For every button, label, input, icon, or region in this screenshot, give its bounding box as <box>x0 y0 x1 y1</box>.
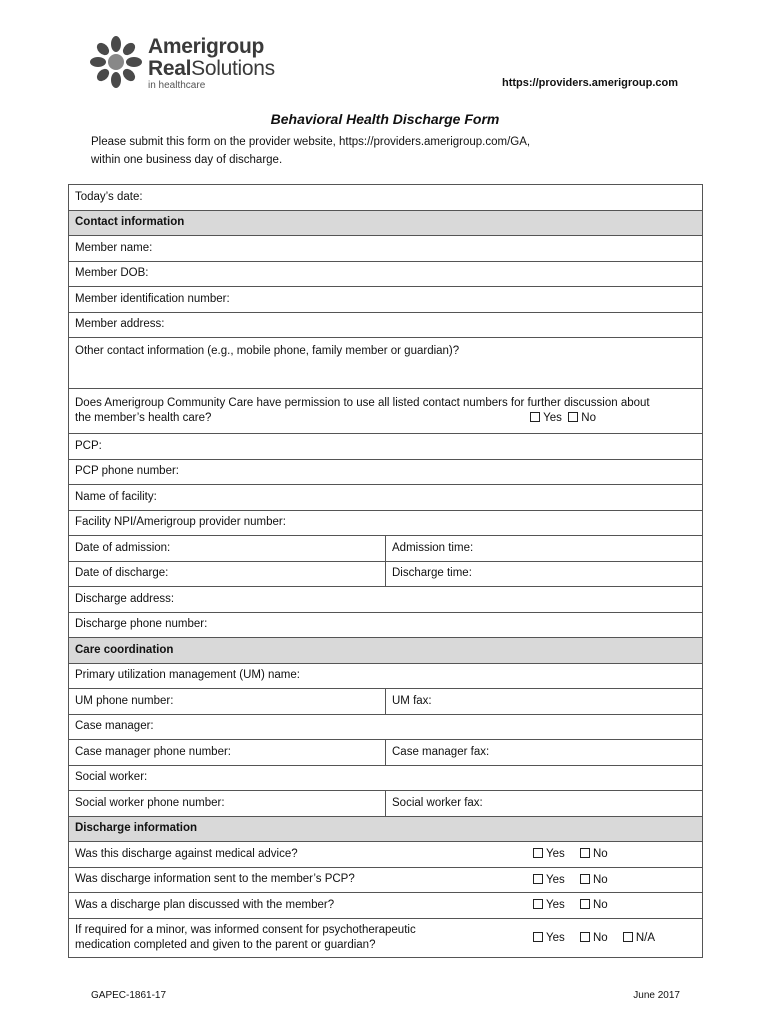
logo-product-bold: Real <box>148 57 192 80</box>
intro-line-1: Please submit this form on the provider website, https://providers.amerigroup.com/GA, <box>91 136 531 148</box>
discharge-section-header: Discharge information <box>69 816 703 842</box>
ama-no-label: No <box>592 848 608 860</box>
permission-no-checkbox[interactable] <box>568 412 578 422</box>
facility-npi-field[interactable]: Facility NPI/Amerigroup provider number: <box>69 510 703 536</box>
pcp-sent-question <box>69 867 703 893</box>
logo-mark-icon <box>90 36 142 88</box>
intro-line-2: within one business day of discharge. <box>91 154 283 166</box>
plan-options <box>533 898 620 913</box>
member-address-field[interactable]: Member address: <box>69 312 703 338</box>
permission-yes-checkbox[interactable] <box>530 412 540 422</box>
ama-options <box>533 847 620 862</box>
pcp-sent-no-label: No <box>592 873 608 886</box>
member-id-field[interactable]: Member identification number: <box>69 287 703 313</box>
pcp-field[interactable]: PCP: <box>69 434 703 460</box>
contact-section-header: Contact information <box>69 210 703 236</box>
admission-date-field[interactable]: Date of admission: <box>69 536 386 562</box>
logo-product <box>148 58 275 80</box>
discharge-date-field[interactable]: Date of discharge: <box>69 561 386 587</box>
ama-question <box>69 842 703 868</box>
pcp-sent-yes-label: Yes <box>546 873 565 886</box>
form-title: Behavioral Health Discharge Form <box>270 111 500 127</box>
minor-consent-question <box>69 918 703 957</box>
care-section-header: Care coordination <box>69 638 703 664</box>
form-date: June 2017 <box>633 990 680 1001</box>
pcp-sent-options <box>533 873 620 888</box>
minor-no-label: No <box>592 931 608 944</box>
um-name-field[interactable]: Primary utilization management (UM) name: <box>69 663 703 689</box>
admission-time-field[interactable]: Admission time: <box>386 536 703 562</box>
permission-options <box>530 411 596 426</box>
todays-date-field[interactable]: Today’s date: <box>69 185 703 211</box>
minor-consent-line-2: medication completed and given to the parent or guardian? <box>75 938 376 951</box>
minor-na-checkbox[interactable] <box>623 932 633 942</box>
pcp-sent-no-checkbox[interactable] <box>580 874 590 884</box>
permission-line-1: Does Amerigroup Community Care have permission to use all listed contact numbers for further discussion about <box>75 397 650 409</box>
minor-yes-label: Yes <box>546 931 565 944</box>
other-contact-field[interactable]: Other contact information (e.g., mobile phone, family member or guardian)? <box>69 338 703 389</box>
ama-no-checkbox[interactable] <box>580 848 590 858</box>
ama-yes-checkbox[interactable] <box>533 848 543 858</box>
discharge-phone-field[interactable]: Discharge phone number: <box>69 612 703 638</box>
pcp-phone-field[interactable]: PCP phone number: <box>69 459 703 485</box>
plan-yes-label: Yes <box>546 899 565 911</box>
social-worker-fax-field[interactable]: Social worker fax: <box>386 791 703 817</box>
member-dob-field[interactable]: Member DOB: <box>69 261 703 287</box>
member-name-field[interactable]: Member name: <box>69 236 703 262</box>
discharge-address-field[interactable]: Discharge address: <box>69 587 703 613</box>
discharge-form-table <box>68 184 703 958</box>
plan-no-checkbox[interactable] <box>580 899 590 909</box>
permission-no-label: No <box>581 412 596 424</box>
facility-name-field[interactable]: Name of facility: <box>69 485 703 511</box>
case-manager-phone-field[interactable]: Case manager phone number: <box>69 740 386 766</box>
permission-question <box>69 389 703 434</box>
permission-yes-label: Yes <box>543 412 562 424</box>
minor-no-checkbox[interactable] <box>580 932 590 942</box>
ama-question-label: Was this discharge against medical advice? <box>75 847 298 860</box>
minor-yes-checkbox[interactable] <box>533 932 543 942</box>
case-manager-fax-field[interactable]: Case manager fax: <box>386 740 703 766</box>
amerigroup-logo <box>90 36 290 92</box>
discharge-time-field[interactable]: Discharge time: <box>386 561 703 587</box>
minor-consent-options <box>533 931 667 946</box>
pcp-sent-question-label: Was discharge information sent to the member’s PCP? <box>75 873 355 886</box>
intro-text <box>91 133 691 169</box>
provider-url[interactable]: https://providers.amerigroup.com <box>501 77 678 89</box>
um-phone-field[interactable]: UM phone number: <box>69 689 386 715</box>
ama-yes-label: Yes <box>546 848 565 860</box>
pcp-sent-yes-checkbox[interactable] <box>533 874 543 884</box>
um-fax-field[interactable]: UM fax: <box>386 689 703 715</box>
minor-consent-line-1: If required for a minor, was informed consent for psychotherapeutic <box>75 923 416 936</box>
plan-no-label: No <box>592 899 608 911</box>
plan-yes-checkbox[interactable] <box>533 899 543 909</box>
logo-product-rest: Solutions <box>191 57 275 80</box>
logo-brand: Amerigroup <box>148 35 265 58</box>
form-code: GAPEC-1861-17 <box>91 990 167 1001</box>
permission-line-2: the member’s health care? <box>75 412 212 424</box>
logo-tagline: in healthcare <box>148 80 206 91</box>
plan-question <box>69 893 703 919</box>
social-worker-field[interactable]: Social worker: <box>69 765 703 791</box>
case-manager-field[interactable]: Case manager: <box>69 714 703 740</box>
social-worker-phone-field[interactable]: Social worker phone number: <box>69 791 386 817</box>
plan-question-label: Was a discharge plan discussed with the member? <box>75 898 335 911</box>
minor-na-label: N/A <box>635 931 656 944</box>
permission-line-2-row <box>75 411 702 426</box>
